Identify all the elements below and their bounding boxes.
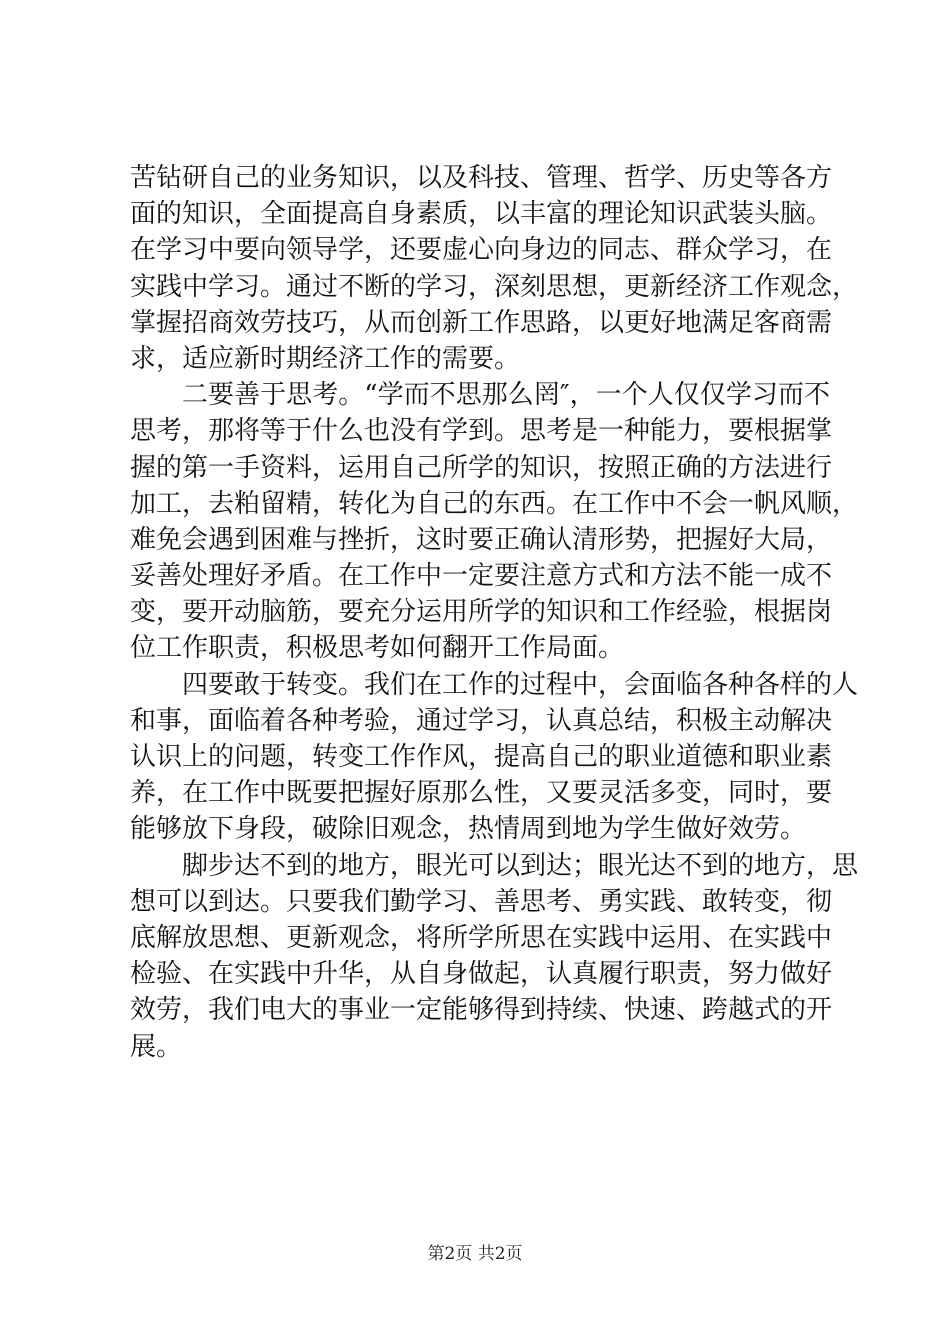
text-line: 能够放下身段，破除旧观念，热情周到地为学生做好效劳。: [130, 814, 807, 845]
body-text: [130, 160, 859, 1065]
text-line: 妥善处理好矛盾。在工作中一定要注意方式和方法不能一成不: [130, 561, 833, 592]
text-line: 变，要开动脑筋，要充分运用所学的知识和工作经验，根据岗: [130, 597, 833, 628]
text-line: 在学习中要向领导学，还要虚心向身边的同志、群众学习，在: [130, 235, 833, 266]
page-footer: 第2页 共2页: [427, 1244, 523, 1264]
text-line: 求，适应新时期经济工作的需要。: [130, 343, 521, 374]
text-line: 苦钻研自己的业务知识，以及科技、管理、哲学、历史等各方: [130, 163, 833, 193]
text-line: 掌握招商效劳技巧，从而创新工作思路，以更好地满足客商需: [130, 307, 833, 338]
text-line: 脚步达不到的地方，眼光可以到达；眼光达不到的地方，思: [182, 850, 859, 881]
text-line: 展。: [130, 1031, 183, 1062]
text-line: 难免会遇到困难与挫折，这时要正确认清形势，把握好大局，: [130, 524, 833, 555]
text-line: 二要善于思考。“学而不思那么罔″，一个人仅仅学习而不: [182, 380, 830, 411]
text-line: 位工作职责，积极思考如何翻开工作局面。: [130, 633, 625, 664]
text-line: 实践中学习。通过不断的学习，深刻思想，更新经济工作观念，: [130, 271, 859, 302]
text-line: 效劳，我们电大的事业一定能够得到持续、快速、跨越式的开: [130, 995, 833, 1026]
text-line: 养，在工作中既要把握好原那么性，又要灵活多变，同时，要: [130, 778, 833, 809]
text-line: 加工，去粕留精，转化为自己的东西。在工作中不会一帆风顺，: [130, 488, 859, 519]
text-line: 认识上的问题，转变工作作风，提高自己的职业道德和职业素: [130, 742, 833, 772]
text-line: 四要敢于转变。我们在工作的过程中，会面临各种各样的人: [182, 669, 859, 700]
text-line: 思考，那将等于什么也没有学到。思考是一种能力，要根据掌: [130, 416, 833, 447]
text-line: 面的知识，全面提高自身素质，以丰富的理论知识武装头脑。: [130, 199, 833, 230]
text-line: 想可以到达。只要我们勤学习、善思考、勇实践、敢转变，彻: [130, 886, 833, 917]
text-line: 和事，面临着各种考验，通过学习，认真总结，积极主动解决: [130, 705, 833, 736]
text-line: 握的第一手资料，运用自己所学的知识，按照正确的方法进行: [130, 452, 833, 483]
text-line: 底解放思想、更新观念，将所学所思在实践中运用、在实践中: [130, 922, 833, 953]
text-line: 检验、在实践中升华，从自身做起，认真履行职责，努力做好: [130, 959, 833, 990]
